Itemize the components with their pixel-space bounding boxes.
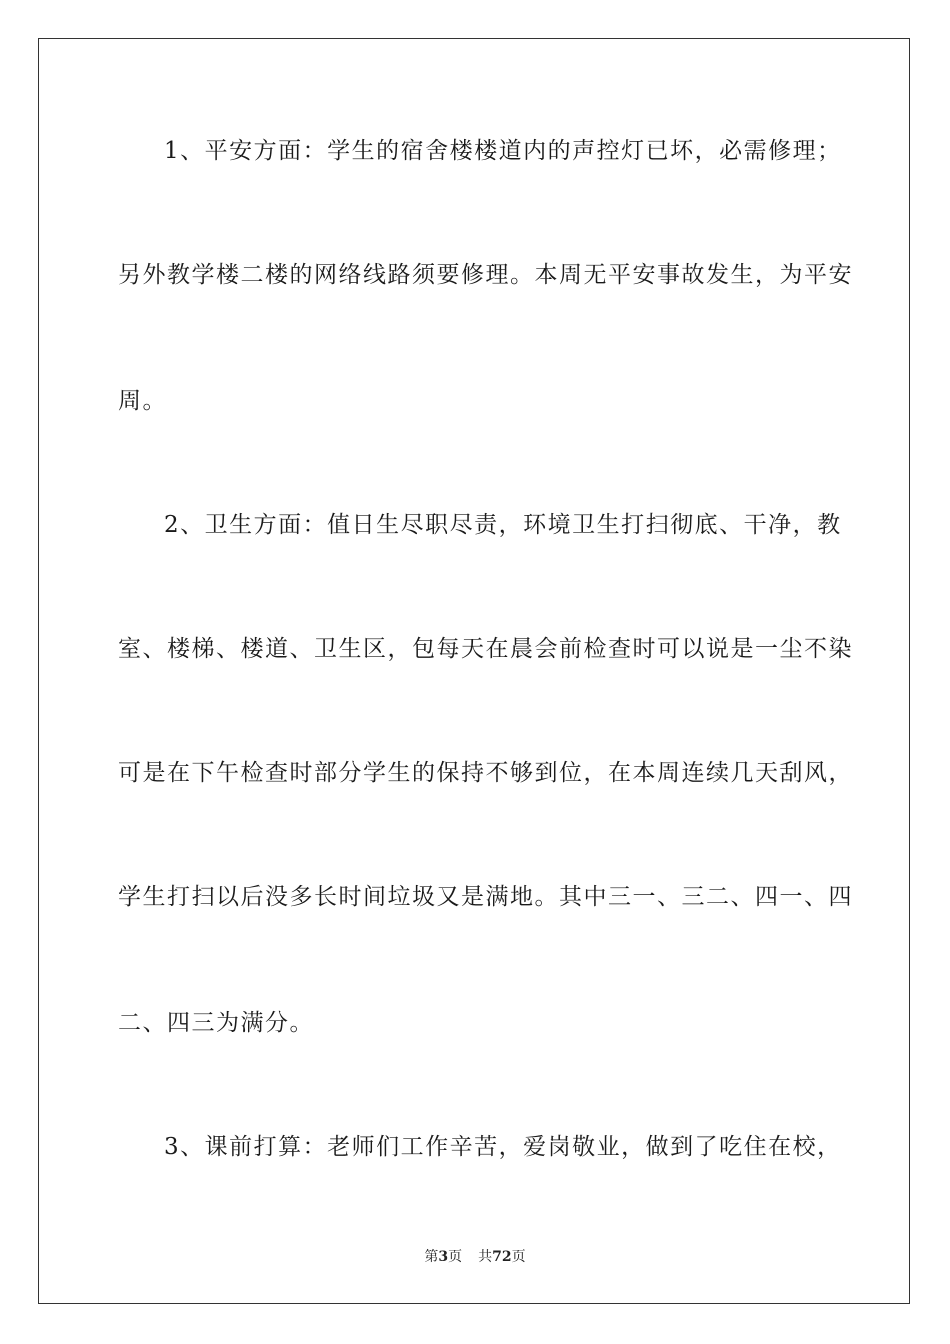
paragraph-2-line-5: 二、四三为满分。 (118, 1010, 314, 1036)
page-border (38, 38, 910, 1304)
paragraph-2-line-2: 室、楼梯、楼道、卫生区，包每天在晨会前检查时可以说是一尘不染 (118, 636, 853, 662)
paragraph-1-line-1: 1、平安方面：学生的宿舍楼楼道内的声控灯已坏，必需修理； (164, 138, 842, 164)
total-prefix: 共 (478, 1249, 493, 1265)
paragraph-2-line-3: 可是在下午检查时部分学生的保持不够到位，在本周连续几天刮风， (118, 760, 853, 786)
total-pages: 72 (492, 1249, 512, 1265)
paragraph-1-line-3: 周。 (118, 388, 167, 414)
page-footer (0, 1246, 950, 1266)
paragraph-3-line-1: 3、课前打算：老师们工作辛苦，爱岗敬业，做到了吃住在校， (164, 1134, 842, 1160)
paragraph-2-line-1: 2、卫生方面：值日生尽职尽责，环境卫生打扫彻底、干净，教 (164, 512, 842, 538)
page-prefix: 第 (424, 1249, 439, 1265)
page-suffix: 页 (448, 1249, 463, 1265)
paragraph-1-line-2: 另外教学楼二楼的网络线路须要修理。本周无平安事故发生，为平安 (118, 262, 853, 288)
page-number: 3 (438, 1249, 449, 1265)
total-suffix: 页 (511, 1249, 526, 1265)
paragraph-2-line-4: 学生打扫以后没多长时间垃圾又是满地。其中三一、三二、四一、四 (118, 884, 853, 910)
